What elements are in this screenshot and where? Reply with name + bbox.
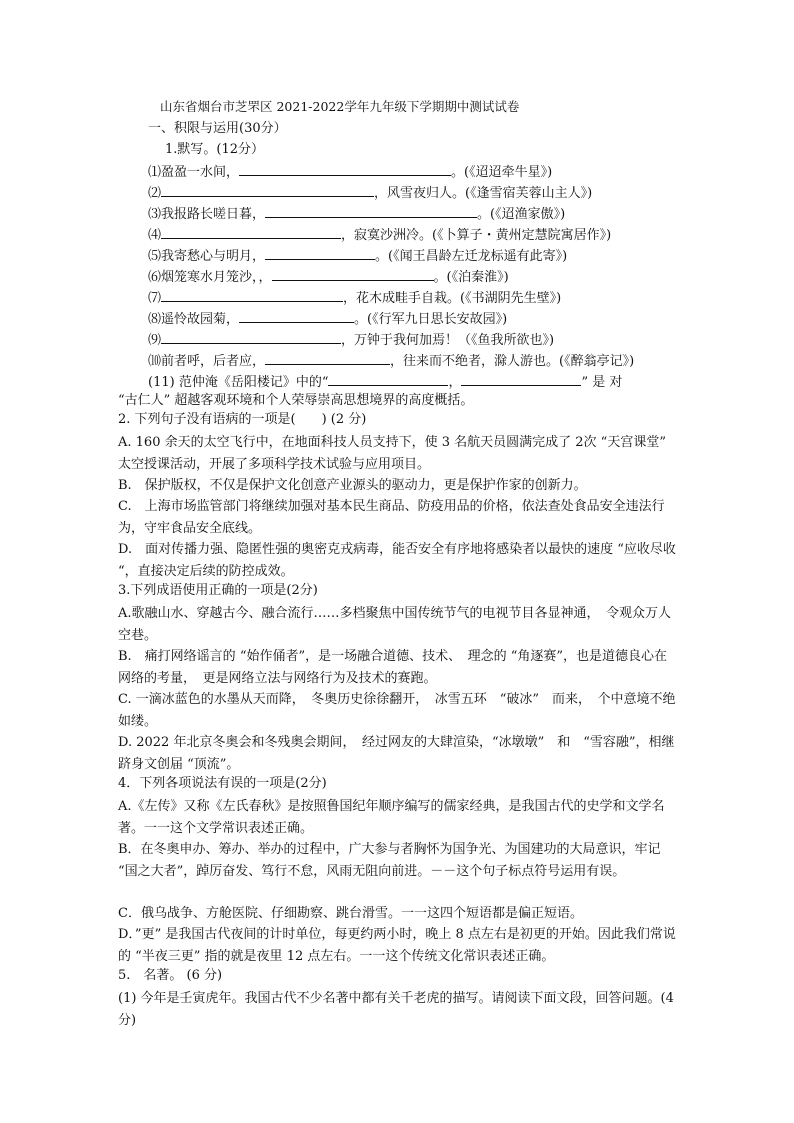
fill-suffix: 。(《行军九日思长安故园》): [354, 312, 508, 327]
fill-separator: ，: [448, 375, 462, 390]
fill-prefix: ⑽前者呼，后者应，: [148, 354, 266, 369]
fill-suffix: ，往来而不绝者，滁人游也。(《醉翁亭记》): [390, 354, 635, 369]
question-2-stem: 2. 下列句子没有语病的一项是( ) (2 分): [118, 412, 367, 427]
fill-prefix: ⑻遥怜故园菊，: [148, 312, 240, 327]
fill-line-3: [148, 204, 565, 223]
answer-blank[interactable]: [239, 162, 451, 176]
question-3-option-c: C. 一滴冰蓝色的水墨从天而降， 冬奥历史徐徐翻开， 冰雪五环 “破冰” 而来， 个中意境不绝如缕。: [118, 692, 676, 729]
question-4-option-d: D．”更” 是我国古代夜间的计时单位，每更约两小时，晚上 8 点左右是初更的开始。因此我们常说的 “半夜三更” 指的就是夜里 12 点左右。一一这个传统文化常识表述正确。: [118, 927, 676, 964]
fill-line-7: [148, 288, 561, 307]
question-4-option-b: B．在冬奥申办、筹办、举办的过程中，广大参与者胸怀为国争光、为国建功的大局意识，牢记 “国之大者”，踔厉奋发、笃行不怠，风雨无阻向前进。－－这个句子标点符号运用有误。: [118, 842, 661, 879]
fill-line-5: [148, 246, 567, 265]
answer-blank[interactable]: [272, 267, 434, 281]
question-1-heading: 1.默写。(12分）: [165, 142, 265, 157]
question-2-option-d: D. 面对传播力强、隐匿性强的奥密克戎病毒，能否安全有序地将感染者以最快的速度 “应收尽收 “，直接决定后续的防控成效。: [118, 542, 676, 579]
fill-prefix: ⑵: [148, 186, 162, 201]
question-3-option-b: B. 痛打网络谣言的 “始作俑者”，是一场融合道德、技术、 理念的 “角逐赛”，也是道德良心在网络的考量， 更是网络立法与网络行为及技术的赛跑。: [118, 649, 668, 686]
answer-blank[interactable]: [161, 225, 341, 239]
fill-suffix: ，花木成畦手自栽。(《书湖阴先生壁》): [343, 291, 562, 306]
fill-suffix: 。(《闻王昌龄左迁龙标遥有此寄》): [375, 249, 568, 264]
fill-prefix: ⑶我报路长嗟日暮，: [148, 207, 266, 222]
fill-line-11: [148, 372, 622, 391]
question-2-option-a: A. 160 余天的太空飞行中，在地面科技人员支持下，使 3 名航天员圆满完成了 2次 “天宫课堂” 太空授课活动，开展了多项科学技术试验与应用项目。: [118, 435, 666, 472]
fill-line-10: [148, 351, 634, 370]
question-5-part-1: (1) 今年是壬寅虎年。我国古代不少名著中都有关千老虎的描写。请阅读下面文段，回答问题。(4分): [118, 991, 674, 1028]
fill-suffix: 。(《迢渔家傲》): [477, 207, 566, 222]
answer-blank[interactable]: [265, 246, 375, 260]
fill-line-6: [148, 267, 509, 286]
fill-suffix: 。(《泊秦淮》): [433, 270, 509, 285]
fill-line-8: [148, 309, 507, 328]
fill-prefix: ⑸我寄愁心与明月，: [148, 249, 266, 264]
question-2-option-b: B. 保护版权，不仅是保护文化创意产业源头的驱动力，更是保护作家的创新力。: [118, 478, 587, 493]
answer-blank[interactable]: [265, 204, 477, 218]
question-4-option-c: C．俄乌战争、方舱医院、仔细勘察、跳台滑雪。一一这四个短语都是偏正短语。: [118, 906, 583, 921]
question-3-option-a: A.歌融山水、穿越古今、融合流行……多档聚焦中国传统节气的电视节目各显神通， 令观众万人空巷。: [118, 606, 672, 643]
fill-line-9: [148, 330, 554, 349]
question-3-stem: 3.下列成语使用正确的一项是(2分): [118, 583, 318, 598]
answer-blank[interactable]: [265, 351, 390, 365]
section-heading: 一、积限与运用(30分）: [148, 121, 287, 136]
answer-blank[interactable]: [161, 288, 343, 302]
fill-suffix: ，寂寞沙洲冷。(《卜算子・黄州定慧院寓居作》): [341, 228, 612, 243]
question-4-stem: 4．下列各项说法有误的一项是(2分): [118, 776, 327, 791]
exam-title: 山东省烟台市芝罘区 2021-2022学年九年级下学期期中测试试卷: [160, 99, 520, 114]
fill-prefix: ⑹烟笼寒水月笼沙，，: [148, 270, 272, 285]
fill-line-11-cont: “古仁人” 超越客观环境和个人荣辱崇高思想境界的高度概括。: [118, 393, 474, 408]
fill-prefix: ⑴盈盈一水间，: [148, 165, 240, 180]
answer-blank[interactable]: [239, 309, 354, 323]
fill-line-4: [148, 225, 611, 244]
fill-suffix: 。(《迢迢牵牛星》): [451, 165, 553, 180]
question-5-stem: 5. 名著。 (6 分): [118, 968, 223, 983]
question-2-option-c: C. 上海市场监管部门将继续加强对基本民生商品、防疫用品的价格，依法查处食品安全违法行为，守牢食品安全底线。: [118, 499, 665, 536]
fill-prefix: ⑷: [148, 228, 162, 243]
fill-prefix: ⑺: [148, 291, 162, 306]
fill-line-2: [148, 183, 592, 202]
fill-prefix: ⑼: [148, 333, 162, 348]
question-3-option-d: D. 2022 年北京冬奥会和冬残奥会期间， 经过网友的大肆渲染，“冰墩墩” 和 “雪容融”，相继跻身文创届 “顶流”。: [118, 735, 675, 772]
answer-blank[interactable]: [461, 372, 581, 386]
answer-blank[interactable]: [161, 330, 341, 344]
answer-blank[interactable]: [328, 372, 448, 386]
fill-line-1: [148, 162, 552, 181]
fill-suffix: ，万钟于我何加焉！（《鱼我所欲也》): [341, 333, 555, 348]
fill-prefix: (11) 范仲淹《岳阳楼记》中的“: [148, 375, 329, 390]
fill-suffix: ” 是 对: [581, 375, 623, 390]
answer-blank[interactable]: [161, 183, 374, 197]
question-4-option-a: A.《左传》又称《左氏春秋》是按照鲁国纪年顺序编写的儒家经典，是我国古代的史学和文学名著。一一这个文学常识表述正确。: [118, 799, 665, 836]
fill-suffix: ，风雪夜归人。(《逢雪宿芙蓉山主人》): [374, 186, 593, 201]
